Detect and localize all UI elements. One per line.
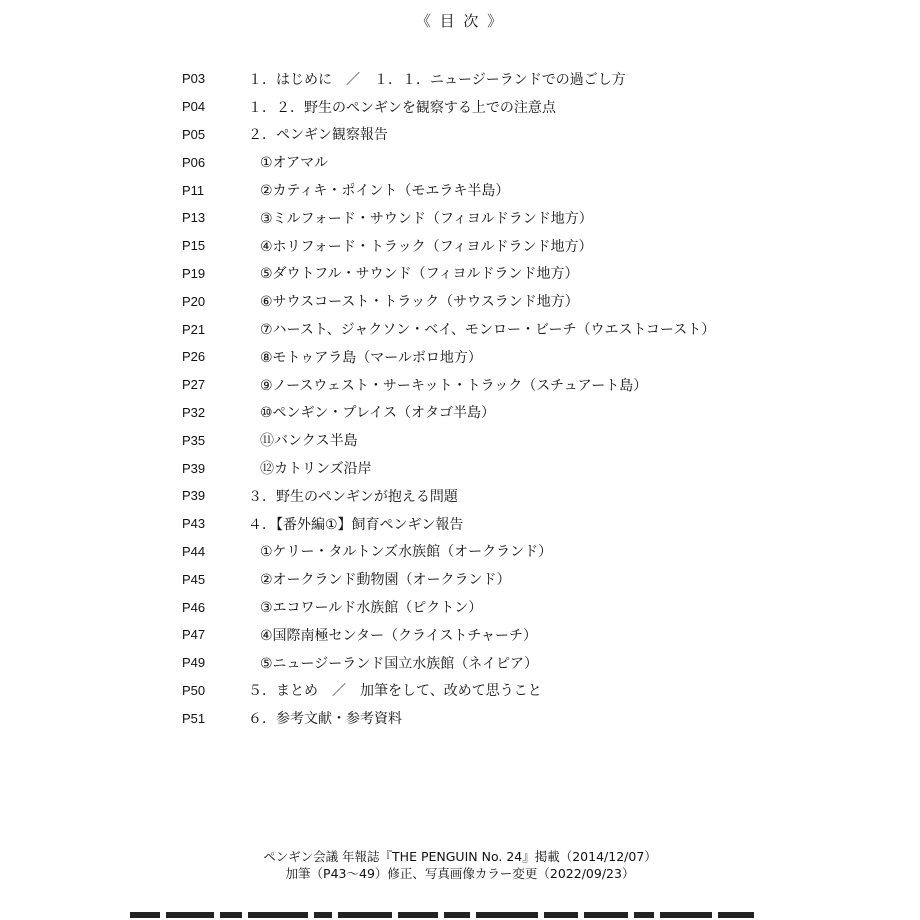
- toc-page-number: P20: [182, 293, 206, 309]
- toc-entry: [182, 677, 882, 705]
- toc-entry-title: ④ホリフォード・トラック（フィヨルドランド地方）: [260, 238, 593, 255]
- toc-entry-title: ⑤ダウトフル・サウンド（フィヨルドランド地方）: [260, 266, 579, 283]
- toc-entry: [182, 260, 882, 288]
- toc-entry: [182, 621, 882, 649]
- toc-entry-title: ⑪バンクス半島: [260, 433, 358, 450]
- toc-entry: [182, 176, 882, 204]
- toc-page-number: P06: [182, 154, 206, 170]
- toc-entry: [182, 538, 882, 566]
- toc-page-number: P46: [182, 599, 206, 615]
- toc-page-number: P13: [182, 210, 206, 226]
- toc-page-number: P21: [182, 321, 206, 337]
- toc-page-number: P44: [182, 543, 206, 559]
- toc-entry-title: ④国際南極センター（クライストチャーチ）: [260, 627, 538, 644]
- toc-entry: [182, 482, 882, 510]
- footer-line-revision: 加筆（P43～49）修正、写真画像カラー変更（2022/09/23）: [285, 866, 635, 881]
- toc-page-number: P05: [182, 126, 206, 142]
- toc-entry-title: ⑤ニュージーランド国立水族館（ネイピア）: [260, 655, 538, 672]
- toc-entry-title: ４．【番外編①】飼育ペンギン報告: [248, 516, 464, 533]
- toc-entry: [182, 65, 882, 93]
- cropped-bottom-text: [130, 912, 770, 920]
- toc-entry-title: ２．ペンギン観察報告: [248, 127, 388, 144]
- toc-entry-title: １．はじめに ／ １．１．ニュージーランドでの過ごし方: [248, 71, 626, 88]
- toc-entry: [182, 204, 882, 232]
- toc-entry: [182, 343, 882, 371]
- toc-entry-title: ⑩ペンギン・プレイス（オタゴ半島）: [260, 405, 496, 422]
- toc-entry-title: ３．野生のペンギンが抱える問題: [248, 488, 458, 505]
- toc-entry-title: ５．まとめ ／ 加筆をして、改めて思うこと: [248, 683, 542, 700]
- toc-entry-title: ⑦ハースト、ジャクソン・ベイ、モンロー・ビーチ（ウエストコースト）: [260, 322, 716, 339]
- toc-page-number: P19: [182, 265, 206, 281]
- toc-entry: [182, 454, 882, 482]
- toc-page-number: P51: [182, 710, 206, 726]
- toc-entry: [182, 121, 882, 149]
- toc-entry: [182, 510, 882, 538]
- toc-entry-title: １．２．野生のペンギンを観察する上での注意点: [248, 99, 556, 116]
- toc-page-number: P11: [182, 182, 205, 198]
- toc-entry-title: ６．参考文献・参考資料: [248, 711, 402, 728]
- toc-page-number: P32: [182, 404, 206, 420]
- toc-page-number: P04: [182, 99, 206, 115]
- table-of-contents: [182, 65, 882, 732]
- toc-page-number: P43: [182, 516, 206, 532]
- toc-page-number: P27: [182, 377, 206, 393]
- toc-entry-title: ①オアマル: [260, 155, 329, 172]
- toc-page-number: P47: [182, 627, 206, 643]
- toc-entry: [182, 93, 882, 121]
- toc-page-number: P39: [182, 460, 206, 476]
- toc-page-number: P03: [182, 71, 206, 87]
- footer: [0, 848, 920, 882]
- toc-page-number: P49: [182, 655, 206, 671]
- toc-entry-title: ②オークランド動物園（オークランド）: [260, 572, 511, 589]
- toc-entry-title: ①ケリー・タルトンズ水族館（オークランド）: [260, 544, 553, 561]
- toc-entry: [182, 649, 882, 677]
- toc-title: 《 目 次 》: [415, 12, 505, 30]
- toc-entry: [182, 565, 882, 593]
- toc-entry-title: ⑫カトリンズ沿岸: [260, 461, 372, 478]
- toc-entry: [182, 287, 882, 315]
- toc-entry-title: ⑥サウスコースト・トラック（サウスランド地方）: [260, 294, 579, 311]
- toc-entry: [182, 704, 882, 732]
- toc-entry: [182, 148, 882, 176]
- toc-entry-title: ⑧モトゥアラ島（マールボロ地方）: [260, 349, 482, 366]
- toc-page-number: P35: [182, 432, 206, 448]
- toc-entry: [182, 426, 882, 454]
- footer-line-publication: ペンギン会議 年報誌『THE PENGUIN No. 24』掲載（2014/12/07）: [263, 849, 657, 864]
- toc-page-number: P39: [182, 488, 206, 504]
- toc-entry-title: ③ミルフォード・サウンド（フィヨルドランド地方）: [260, 210, 593, 227]
- toc-entry: [182, 371, 882, 399]
- toc-page-number: P26: [182, 349, 206, 365]
- toc-entry-title: ③エコワールド水族館（ピクトン）: [260, 600, 483, 617]
- toc-entry: [182, 315, 882, 343]
- toc-entry: [182, 399, 882, 427]
- toc-entry-title: ②カティキ・ポイント（モエラキ半島）: [260, 183, 510, 200]
- toc-entry: [182, 232, 882, 260]
- toc-page-number: P15: [182, 238, 206, 254]
- toc-page-number: P50: [182, 682, 206, 698]
- toc-page-number: P45: [182, 571, 206, 587]
- toc-entry: [182, 593, 882, 621]
- toc-entry-title: ⑨ノースウェスト・サーキット・トラック（スチュアート島）: [260, 377, 648, 394]
